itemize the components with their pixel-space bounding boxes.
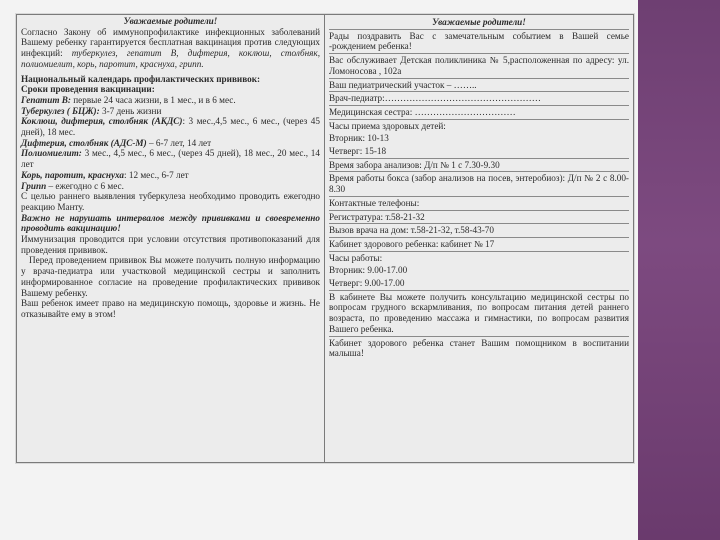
leaflet-table [16, 14, 634, 463]
congrats-text: Рады поздравить Вас с замечательным событием в Вашей семье -рождением ребенка! [329, 30, 629, 54]
contact-phones-title: Контактные телефоны: [329, 197, 629, 211]
tuberculosis-label: Туберкулез ( БЦЖ): [21, 105, 100, 116]
mmr-text: : 12 мес., 6-7 лет [124, 169, 189, 180]
work-tuesday: Вторник: 9.00-17.00 [329, 265, 408, 276]
mmr-label: Корь, паротит, краснуха [21, 169, 125, 180]
tests-time: Время забора анализов: Д/п № 1 с 7.30-9.30 [329, 159, 629, 173]
intervals-warning: Важно не нарушать интервалов между прививками и своевременно проводить вакцинацию! [21, 212, 320, 234]
reception-tuesday: Вторник: 10-13 [329, 133, 389, 144]
right-title: Уважаемые родители! [329, 16, 629, 30]
decorative-side-band [638, 0, 720, 540]
hepatitis-text: первые 24 часа жизни, в 1 мес., и в 6 мес. [70, 94, 236, 105]
registry-phone: Регистратура: т.58-21-32 [329, 211, 629, 225]
schedule-ads [21, 138, 320, 149]
mantoux-note: С целью раннего выявления туберкулеза необходимо проводить ежегодно реакцию Манту. [21, 191, 320, 212]
rights-note: Ваш ребенок имеет право на медицинскую помощь, здоровье и жизнь. Не отказывайте ему в этом! [21, 298, 320, 319]
schedule-flu [21, 181, 320, 192]
nurse-text: Медицинская сестра: …………………………… [329, 106, 629, 120]
infection-list: туберкулез, гепатит В, дифтерия, коклюш, столбняк, полиомиелит, корь, паротит, краснуха, грипп. [21, 48, 320, 69]
ads-text: – 6-7 лет, 14 лет [146, 137, 212, 148]
right-column [325, 15, 633, 462]
dtp-text: : 3 мес.,4,5 мес., 6 мес., (через 45 дней), 18 мес. [21, 116, 320, 138]
office-helper-text: Кабинет здорового ребенка станет Вашим помощником в воспитании малыша! [329, 337, 629, 359]
ads-label: Дифтерия, столбняк (АДС-М) [21, 137, 147, 148]
clinic-address: Вас обслуживает Детская поликлиника № 5,расположенная по адресу: ул. Ломоносова , 102а [329, 54, 629, 78]
flu-label: Грипп [21, 180, 47, 191]
terms-title: Сроки проведения вакцинации: [21, 84, 155, 95]
tuberculosis-text: 3-7 день жизни [99, 105, 162, 116]
left-title: Уважаемые родители! [123, 16, 218, 26]
doctor-text: Врач-педиатр:…………………………………………… [329, 92, 629, 106]
reception-thursday: Четверг: 15-18 [329, 145, 629, 159]
dtp-label: Коклюш, дифтерия, столбняк (АКДС) [21, 116, 183, 127]
reception-hours-title: Часы приема здоровых детей: [329, 120, 446, 131]
calendar-title: Национальный календарь профилактических прививок: [21, 73, 261, 84]
healthy-child-office: Кабинет здорового ребенка: кабинет № 17 [329, 238, 629, 252]
law-text: Согласно Закону об иммунопрофилактике инфекционных заболеваний Вашему ребенку гарантируется бесплатная вакцинация против следующих инфекций: [21, 26, 320, 59]
before-vaccination-note: Перед проведением прививок Вы можете получить полную информацию у врача-педиатра или участковой медицинской сестры и заполнить информированное согласие на проведение профилактических прививок Вашему ребенку. [21, 255, 320, 298]
district-text: Ваш педиатрический участок – …….. [329, 79, 629, 93]
schedule-hepatitis [21, 95, 320, 106]
schedule-dtp [21, 116, 320, 137]
schedule-polio [21, 148, 320, 169]
flu-text: – ежегодно с 6 мес. [46, 180, 124, 191]
work-thursday: Четверг: 9.00-17.00 [329, 277, 629, 291]
polio-text: 3 мес., 4,5 мес., 6 мес., (через 45 дней), 18 мес., 20 мес., 14 лет [21, 148, 320, 170]
work-hours-title: Часы работы: [329, 252, 383, 263]
immunization-note: Иммунизация проводится при условии отсутствия противопоказаний для проведения прививок. [21, 234, 320, 255]
polio-label: Полиомиелит: [21, 148, 82, 159]
box-time: Время работы бокса (забор анализов на посев, энтеробиоз): Д/п № 2 с 8.00-8.30 [329, 172, 629, 196]
consultation-text: В кабинете Вы можете получить консультацию медицинской сестры по вопросам грудного вскармливания, по вопросам питания детей раннего возраста, по проведению массажа и гимнастики, по вопросам развития Вашего ребенка. [329, 291, 629, 337]
law-paragraph [21, 27, 320, 70]
left-column [17, 15, 325, 462]
hepatitis-label: Гепатит В: [21, 94, 71, 105]
schedule-tuberculosis [21, 106, 320, 117]
schedule-mmr [21, 170, 320, 181]
home-call-phone: Вызов врача на дом: т.58-21-32, т.58-43-70 [329, 224, 629, 238]
